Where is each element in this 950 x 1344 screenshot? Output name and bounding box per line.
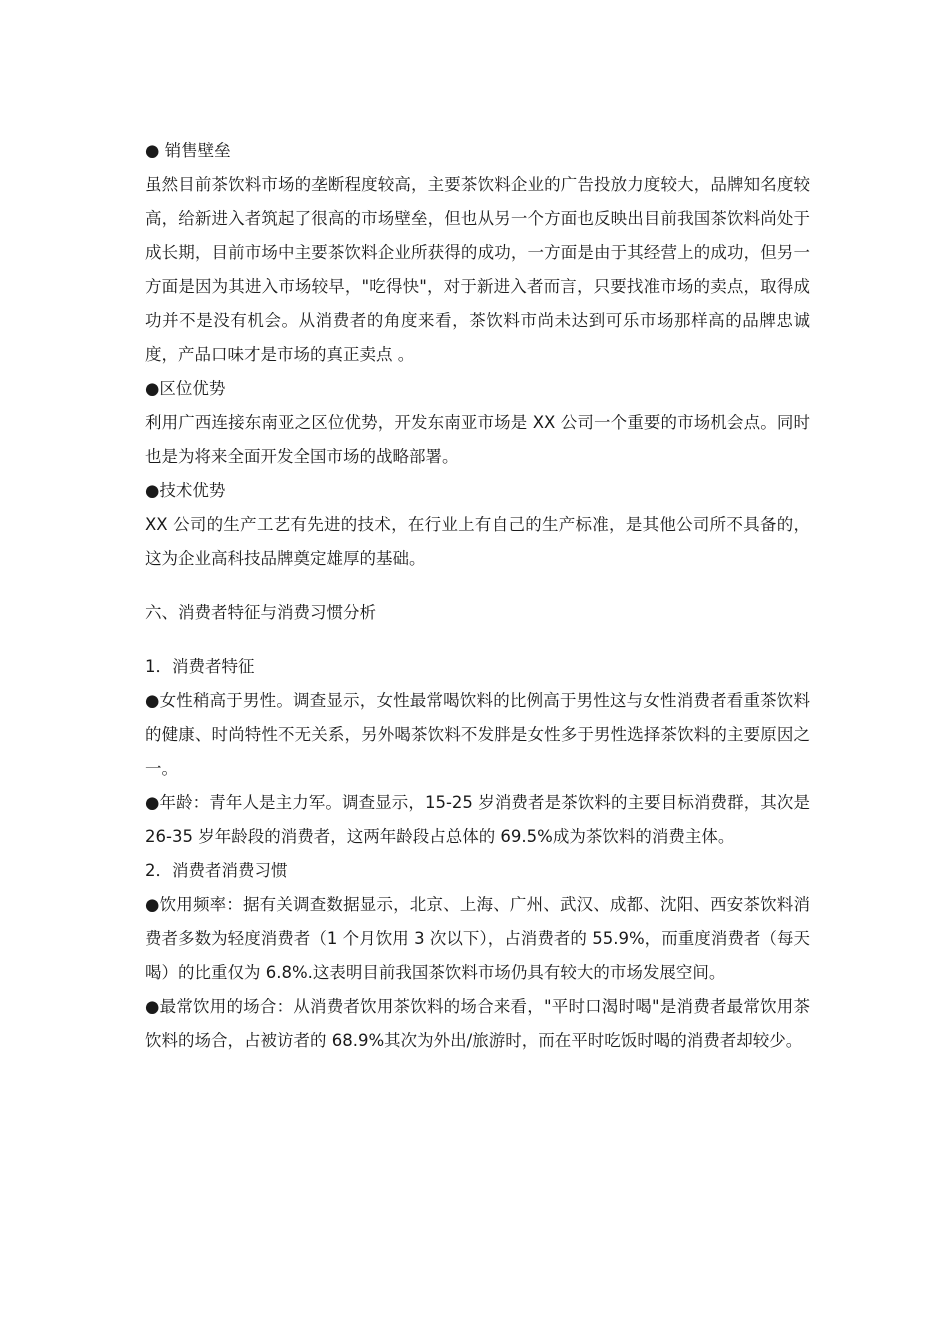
- paragraph-sales-barrier: 虽然目前茶饮料市场的垄断程度较高，主要茶饮料企业的广告投放力度较大，品牌知名度较高，给新进入者筑起了很高的市场壁垒，但也从另一个方面也反映出目前我国茶饮料尚处于成长期，目前市场中主要茶饮料企业所获得的成功，一方面是由于其经营上的成功，但另一方面是因为其进入市场较早，"吃得快"，对于新进入者而言，只要找准市场的卖点，取得成功并不是没有机会。从消费者的角度来看，茶饮料市尚未达到可乐市场那样高的品牌忠诚度，产品口味才是市场的真正卖点 。: [145, 175, 810, 364]
- subsection-consumer-habits-title: 2．消费者消费习惯: [145, 861, 288, 880]
- paragraph-age: ●年龄：青年人是主力军。调查显示，15-25 岁消费者是茶饮料的主要目标消费群，其次是 26-35 岁年龄段的消费者，这两年龄段占总体的 69.5%成为茶饮料的消费主体。: [145, 793, 810, 846]
- heading-technology-advantage: ●技术优势: [145, 481, 226, 500]
- section-six-title: 六、消费者特征与消费习惯分析: [145, 603, 376, 622]
- subsection-consumer-traits-title: 1．消费者特征: [145, 657, 255, 676]
- document-body: [145, 134, 810, 1058]
- paragraph-technology-advantage: XX 公司的生产工艺有先进的技术，在行业上有自己的生产标准，是其他公司所不具备的，这为企业高科技品牌奠定雄厚的基础。: [145, 515, 810, 568]
- heading-sales-barrier: ● 销售壁垒: [145, 141, 231, 160]
- paragraph-location-advantage: 利用广西连接东南亚之区位优势，开发东南亚市场是 XX 公司一个重要的市场机会点。同时也是为将来全面开发全国市场的战略部署。: [145, 413, 810, 466]
- paragraph-drinking-occasion: ●最常饮用的场合：从消费者饮用茶饮料的场合来看，"平时口渴时喝"是消费者最常饮用茶饮料的场合，占被访者的 68.9%其次为外出/旅游时，而在平时吃饭时喝的消费者却较少。: [145, 997, 810, 1050]
- heading-location-advantage: ●区位优势: [145, 379, 226, 398]
- paragraph-drinking-frequency: ●饮用频率：据有关调查数据显示，北京、上海、广州、武汉、成都、沈阳、西安茶饮料消费者多数为轻度消费者（1 个月饮用 3 次以下），占消费者的 55.9%，而重度消费者（每天喝）的比重仅为 6.8%.这表明目前我国茶饮料市场仍具有较大的市场发展空间。: [145, 895, 810, 982]
- paragraph-gender: ●女性稍高于男性。调查显示，女性最常喝饮料的比例高于男性这与女性消费者看重茶饮料的健康、时尚特性不无关系，另外喝茶饮料不发胖是女性多于男性选择茶饮料的主要原因之一。: [145, 691, 810, 778]
